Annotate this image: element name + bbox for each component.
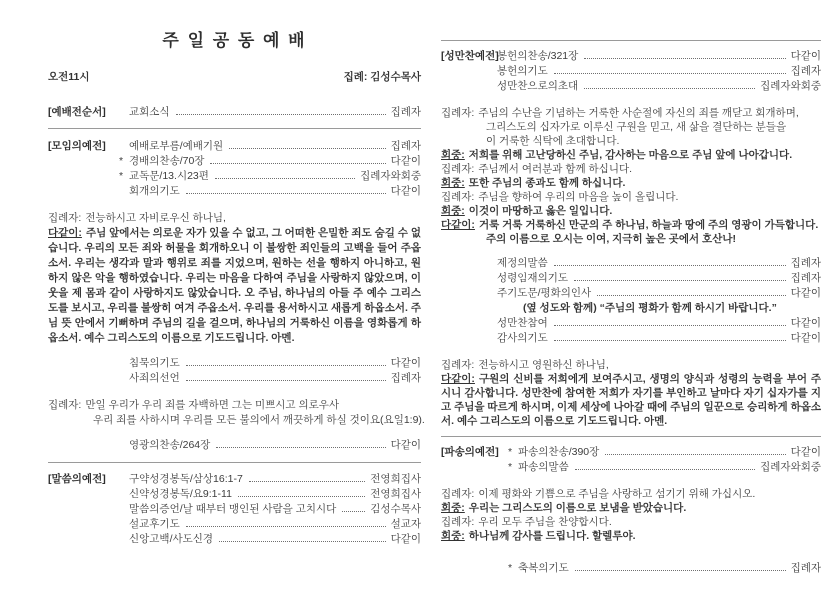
dot-leader (219, 541, 386, 542)
program-responder: 다같이 (790, 317, 821, 329)
dialogue-line (441, 162, 821, 176)
program-responder: 전영희집사 (370, 488, 421, 500)
program-responder: 다같이 (390, 439, 421, 451)
program-row (48, 472, 421, 487)
program-item: 교회소식 (129, 106, 170, 118)
dot-leader (186, 526, 386, 527)
dialogue-text: 거룩 거룩 거룩하신 만군의 주 하나님, 하늘과 땅에 주의 영광이 가득합니다. (478, 219, 819, 231)
program-row (48, 356, 421, 371)
dialogue-text: 우리 죄를 사하시며 우리를 모든 불의에서 깨끗하게 하실 것이요(요일1:9). (93, 414, 425, 426)
dialogue-text: 우리 모두 주님을 찬양합시다. (478, 516, 612, 528)
program-item: 파송의찬송/390장 (518, 446, 600, 458)
congregation-prayer (441, 372, 821, 428)
dialogue-line (441, 218, 821, 232)
asterisk-marker: * (119, 155, 124, 167)
program-item: 경배의찬송/70장 (129, 155, 205, 167)
program-responder: 다같이 (790, 332, 821, 344)
section-divider (441, 436, 821, 437)
dialogue-text: 이것이 마땅하고 옳은 일입니다. (468, 205, 613, 217)
program-responder: 다같이 (390, 185, 421, 197)
program-item: 침묵의기도 (129, 357, 180, 369)
program-row (48, 169, 421, 184)
program-responder: 김성수목사 (370, 503, 421, 515)
dialogue-line (441, 358, 821, 372)
program-row (48, 371, 421, 386)
program-responder: 전영희집사 (370, 473, 421, 485)
program-item: 파송의말씀 (518, 461, 569, 473)
program-responder: 집례자 (790, 562, 821, 574)
program-item: 신약성경봉독/요9:1-11 (129, 488, 232, 500)
program-row (441, 460, 821, 475)
speaker-label: 집례자: (441, 359, 475, 371)
program-item: 성만찬참여 (497, 317, 548, 329)
program-row (441, 445, 821, 460)
program-row (48, 502, 421, 517)
program-responder: 집례자 (390, 140, 421, 152)
program-item: 말씀의증언/날 때부터 맹인된 사람을 고치시다 (129, 503, 337, 515)
speaker-label: 다같이: (48, 227, 82, 239)
program-responder: 다같이 (390, 155, 421, 167)
service-time: 오전11시 (48, 71, 90, 83)
left-column (48, 0, 425, 547)
dialogue-text: 주님 앞에서는 의로운 자가 있을 수 없고, 그 어떠한 은밀한 죄도 숨길 수 없습니다. 우리의 모든 죄와 허물을 회개하오니 이 불쌍한 죄인들의 고백을 들어 주옵소서. 우리는 생각과 말과 행위로 죄를 지었으며, 원하는 선을 행하지 아니하고, 원하지 않은 악을 행하였습니다. 우리는 마음을 다하여 주님을 사랑하지 않았으며, 이웃을 제 몸과 같이 사랑하지도 않았습니다. 오 주님, 하나님의 아들 주 예수 그리스도를 보시고, 우리를 불쌍히 여겨 주옵소서. 우리를 용서하시고 새롭게 하옵소서. 주님 뜻 안에서 기뻐하며 주님의 길을 걸으며, 하나님의 거룩하신 이름을 영화롭게 하옵소서. 예수 그리스도의 이름으로 기도드립니다. 아멘. (48, 227, 421, 344)
program-item: 사죄의선언 (129, 372, 180, 384)
program-responder: 집례자 (390, 106, 421, 118)
asterisk-marker: * (119, 170, 124, 182)
speaker-label: 집례자: (441, 191, 475, 203)
dialogue-text: 만일 우리가 우리 죄를 자백하면 그는 미쁘시고 의로우사 (85, 399, 340, 411)
program-item: 영광의찬송/264장 (129, 439, 211, 451)
program-item: 제정의말씀 (497, 257, 548, 269)
section-label: [모임의예전] (48, 140, 106, 152)
program-responder: 다같이 (790, 287, 821, 299)
program-responder: 다같이 (390, 357, 421, 369)
speaker-label: 집례자: (441, 488, 475, 500)
dialogue-text: 이 거룩한 식탁에 초대합니다. (486, 135, 620, 147)
dialogue-text: 그리스도의 십자가로 이루신 구원을 믿고, 새 삶을 결단하는 분들을 (486, 121, 787, 133)
dot-leader (584, 58, 785, 59)
presider-name: 집례: 김성수목사 (343, 71, 421, 83)
dialogue-text: 하나님께 감사를 드립니다. 할렐루야. (468, 530, 636, 542)
dot-leader (176, 114, 386, 115)
program-item: 감사의기도 (497, 332, 548, 344)
dialogue-line (441, 204, 821, 218)
program-item: 성만찬으로의초대 (497, 80, 579, 92)
service-meta (48, 70, 421, 85)
program-row (441, 316, 821, 331)
speaker-label: 집례자: (441, 163, 475, 175)
program-responder: 집례자 (390, 372, 421, 384)
section-label: [예배전순서] (48, 106, 106, 118)
dialogue-text: 주님께서 여러분과 함께 하십니다. (478, 163, 633, 175)
program-row (441, 49, 821, 64)
program-responder: 집례자 (790, 257, 821, 269)
speaker-label: 회중: (441, 149, 465, 161)
dot-leader (216, 447, 385, 448)
program-row (441, 331, 821, 346)
program-item: 교독문/13.시23편 (129, 170, 209, 182)
program-item: 설교후기도 (129, 518, 180, 530)
dot-leader (342, 511, 365, 512)
speaker-label: 집례자: (48, 212, 82, 224)
right-column (441, 0, 821, 576)
program-row (441, 561, 821, 576)
program-row (48, 517, 421, 532)
dot-leader (574, 280, 786, 281)
speaker-label: 회중: (441, 205, 465, 217)
dot-leader (215, 178, 355, 179)
program-item: 주기도문/평화의인사 (497, 287, 592, 299)
dot-leader (210, 163, 385, 164)
speaker-label: 집례자: (441, 516, 475, 528)
dot-leader (186, 365, 386, 366)
peace-instruction: (옆 성도와 함께) “주님의 평화가 함께 하시기 바랍니다.” (523, 302, 777, 314)
speaker-label: 집례자: (48, 399, 82, 411)
speaker-label: 다같이: (441, 219, 475, 231)
section-label: [말씀의예전] (48, 473, 106, 485)
program-responder: 집례자 (790, 65, 821, 77)
dialogue-text: 우리는 그리스도의 이름으로 보냄을 받았습니다. (468, 502, 687, 514)
section-label: [파송의예전] (441, 446, 499, 458)
program-responder: 설교자 (390, 518, 421, 530)
dot-leader (554, 265, 786, 266)
dot-leader (575, 469, 755, 470)
program-row (48, 139, 421, 154)
program-row (441, 64, 821, 79)
dot-leader (186, 380, 386, 381)
speaker-label: 집례자: (441, 107, 475, 119)
dialogue-text: 주님을 향하여 우리의 마음을 높이 올립니다. (478, 191, 679, 203)
page-title: 주 일 공 동 예 배 (162, 31, 307, 50)
section-divider (48, 462, 421, 463)
dialogue-line (441, 106, 821, 120)
dialogue-text: 주의 이름으로 오시는 이여, 지극히 높은 곳에서 호산나! (486, 233, 736, 245)
dialogue-text: 이제 평화와 기쁨으로 주님을 사랑하고 섬기기 위해 가십시오. (478, 488, 756, 500)
program-item: 신앙고백/사도신경 (129, 533, 214, 545)
dot-leader (584, 88, 755, 89)
section-divider (48, 128, 421, 129)
program-row (441, 286, 821, 301)
dot-leader (554, 340, 786, 341)
program-item: 봉헌의찬송/321장 (497, 50, 579, 62)
program-row (48, 105, 421, 120)
section-label: [성만찬예전] (441, 50, 499, 62)
program-item: 구약성경봉독/삼상16:1-7 (129, 473, 243, 485)
program-responder: 집례자와회중 (360, 170, 421, 182)
dismissal-block (441, 487, 821, 543)
program-responder: 집례자와회중 (760, 80, 821, 92)
dot-leader (238, 496, 365, 497)
dialogue-line (441, 190, 821, 204)
program-item: 회개의기도 (129, 185, 180, 197)
congregation-prayer (48, 226, 421, 346)
dot-leader (575, 570, 786, 571)
dialogue-text: 구원의 신비를 저희에게 보여주시고, 생명의 양식과 성령의 능력을 부어 주시니 감사합니다. 성만찬에 참여한 저희가 자기를 부인하고 날마다 자기 십자가를 지고 주님을 따르게 하시며, 이제 세상에 나아갈 때에 주님의 일꾼으로 승리하게 하옵소서. 예수 그리스도의 이름으로 기도드립니다. 아멘. (441, 373, 821, 427)
sanctus-block (441, 218, 821, 246)
dialogue-text: 전능하시고 영원하신 하나님, (478, 359, 609, 371)
speaker-label: 회중: (441, 177, 465, 189)
dot-leader (554, 73, 786, 74)
dot-leader (186, 193, 386, 194)
dialogue-text: 주님의 수난을 기념하는 거룩한 사순절에 자신의 죄를 깨닫고 회개하며, (478, 107, 799, 119)
dialogue-text: 또한 주님의 종과도 함께 하십니다. (468, 177, 626, 189)
asterisk-marker: * (508, 461, 513, 473)
invitation-block (441, 106, 821, 148)
program-row (441, 79, 821, 94)
program-row (441, 256, 821, 271)
program-responder: 다같이 (790, 446, 821, 458)
speaker-label: 회중: (441, 502, 465, 514)
program-row (48, 438, 421, 453)
asterisk-marker: * (508, 446, 513, 458)
dialogue-line (441, 529, 821, 543)
program-row (48, 532, 421, 547)
program-row (48, 487, 421, 502)
dialogue-line (441, 148, 821, 162)
dialogue-line (48, 211, 421, 226)
program-item: 예배로부름/예배기원 (129, 140, 224, 152)
dot-leader (229, 148, 385, 149)
asterisk-marker: * (508, 562, 513, 574)
speaker-label: 회중: (441, 530, 465, 542)
program-responder: 집례자와회중 (760, 461, 821, 473)
section-divider (441, 40, 821, 41)
program-item: 봉헌의기도 (497, 65, 548, 77)
dot-leader (554, 325, 786, 326)
absolution-block (48, 398, 425, 428)
program-row (441, 271, 821, 286)
program-responder: 집례자 (790, 272, 821, 284)
program-responder: 다같이 (390, 533, 421, 545)
program-item: 성령임재의기도 (497, 272, 569, 284)
program-row (48, 154, 421, 169)
speaker-label: 다같이: (441, 373, 475, 385)
program-responder: 다같이 (790, 50, 821, 62)
dot-leader (597, 295, 785, 296)
program-item: 축복의기도 (518, 562, 569, 574)
dialogue-text: 저희를 위해 고난당하신 주님, 감사하는 마음으로 주님 앞에 나아갑니다. (468, 149, 793, 161)
dialogue-line (48, 398, 421, 413)
dialogue-text: 전능하시고 자비로우신 하나님, (85, 212, 226, 224)
dialogue-line (441, 515, 821, 529)
dot-leader (605, 454, 785, 455)
dialogue-line (441, 501, 821, 515)
program-row (48, 184, 421, 199)
dialogue-line (441, 176, 821, 190)
dialogue-line (441, 487, 821, 501)
dot-leader (249, 481, 365, 482)
